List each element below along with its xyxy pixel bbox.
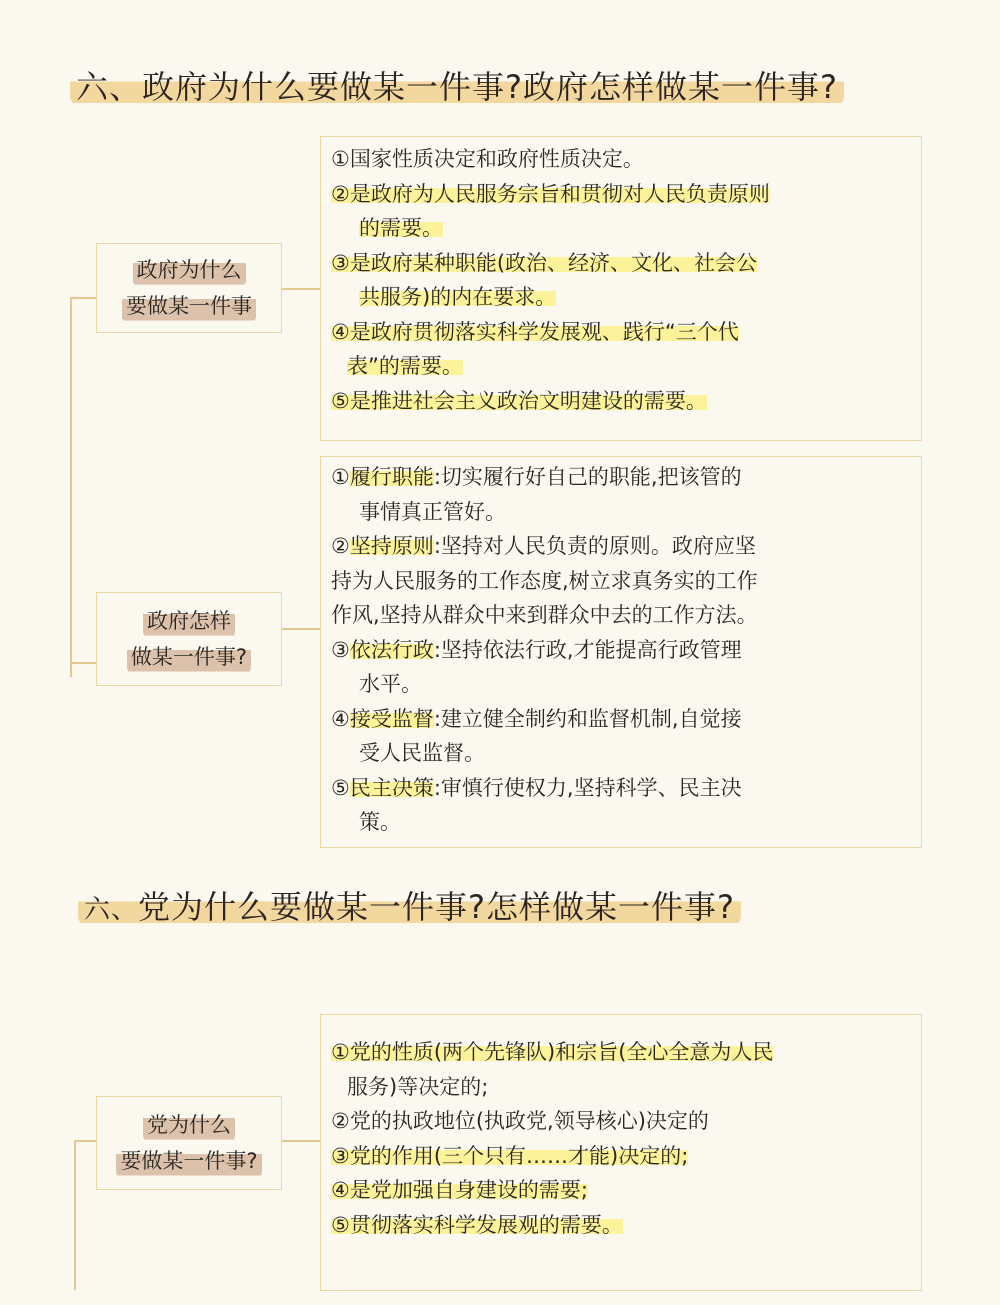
why-item-2: ②是政府为人民服务宗旨和贯彻对人民负责原则 xyxy=(331,181,770,206)
how-item-text: 持为人民服务的工作态度,树立求真务实的工作 xyxy=(331,568,758,593)
how-item-keyword: 接受监督 xyxy=(349,706,434,731)
why-item-2-cont: 的需要。 xyxy=(359,216,443,240)
how-item-line xyxy=(331,564,911,599)
how-item-text: :切实履行好自己的职能,把该管的 xyxy=(433,465,742,489)
how-item-line xyxy=(331,495,911,530)
section2-heading-highlight xyxy=(78,888,741,926)
section2-heading-prefix: 六、 xyxy=(84,895,139,925)
how-content-box xyxy=(320,456,922,848)
party-item-3: ③党的作用(三个只有……才能)决定的; xyxy=(331,1143,689,1168)
how-item-text: :审慎行使权力,坚持科学、民主决 xyxy=(433,775,742,800)
how-item-line xyxy=(331,702,911,737)
party-item-2: ②党的执政地位(执政党,领导核心)决定的 xyxy=(331,1109,709,1133)
how-item-text: :建立健全制约和监督机制,自觉接 xyxy=(433,706,742,731)
how-label-line1: 政府怎样 xyxy=(143,603,235,639)
how-item-line xyxy=(331,529,911,564)
how-item-line xyxy=(331,667,911,702)
how-item-text: 水平。 xyxy=(359,672,422,696)
how-item-number: ② xyxy=(331,534,350,558)
connector-party-to-content xyxy=(282,1140,320,1142)
section2-heading-text: 党为什么要做某一件事?怎样做某一件事? xyxy=(138,888,735,926)
how-item-number: ① xyxy=(331,465,350,489)
why-item-5: ⑤是推进社会主义政治文明建设的需要。 xyxy=(331,388,707,413)
how-item-line xyxy=(331,736,911,771)
why-content-box xyxy=(320,136,922,441)
why-item-3-cont: 共服务)的内在要求。 xyxy=(359,285,557,309)
how-label-box xyxy=(96,592,282,686)
connector-vertical-2 xyxy=(74,1140,76,1290)
how-item-text: 受人民监督。 xyxy=(359,741,485,765)
why-item-3: ③是政府某种职能(政治、经济、文化、社会公 xyxy=(331,250,758,275)
how-item-keyword: 依法行政 xyxy=(349,637,434,662)
connector-why-to-content xyxy=(282,288,320,290)
connector-how-to-content xyxy=(282,628,320,630)
how-item-text: 策。 xyxy=(359,810,401,834)
party-content-box xyxy=(320,1014,922,1291)
section2-heading xyxy=(78,882,741,928)
why-label-box xyxy=(96,243,282,333)
how-item-line xyxy=(331,771,911,806)
section1-heading-text: 六、政府为什么要做某一件事?政府怎样做某一件事? xyxy=(70,68,844,106)
section1-heading xyxy=(70,62,844,108)
party-item-1: ①党的性质(两个先锋队)和宗旨(全心全意为人民 xyxy=(331,1040,774,1064)
party-label-line2: 要做某一件事? xyxy=(116,1143,261,1179)
how-item-number: ④ xyxy=(331,706,350,731)
how-item-line xyxy=(331,633,911,668)
how-item-line xyxy=(331,598,911,633)
party-item-4: ④是党加强自身建设的需要; xyxy=(331,1178,588,1202)
how-item-text: 事情真正管好。 xyxy=(359,499,506,524)
how-item-text: :坚持依法行政,才能提高行政管理 xyxy=(433,637,742,662)
connector-vertical-1 xyxy=(70,297,72,677)
why-item-1: ①国家性质决定和政府性质决定。 xyxy=(331,147,644,171)
connector-branch-why xyxy=(70,297,96,299)
how-item-number: ⑤ xyxy=(331,775,350,800)
party-item-1-cont: 服务)等决定的; xyxy=(347,1074,489,1099)
how-item-keyword: 履行职能 xyxy=(349,465,434,489)
why-item-4: ④是政府贯彻落实科学发展观、践行“三个代 xyxy=(331,319,739,344)
how-item-keyword: 民主决策 xyxy=(349,775,434,800)
why-label-line1: 政府为什么 xyxy=(133,252,246,288)
how-item-text: :坚持对人民负责的原则。政府应坚 xyxy=(433,534,756,558)
how-label-line2: 做某一件事? xyxy=(127,639,251,675)
how-item-text: 作风,坚持从群众中来到群众中去的工作方法。 xyxy=(331,603,758,627)
party-label-line1: 党为什么 xyxy=(143,1107,235,1143)
party-item-5: ⑤贯彻落实科学发展观的需要。 xyxy=(331,1212,623,1237)
how-item-keyword: 坚持原则 xyxy=(349,534,434,558)
connector-branch-party xyxy=(74,1140,96,1142)
party-label-box xyxy=(96,1096,282,1190)
connector-branch-how xyxy=(70,662,96,664)
why-label-line2: 要做某一件事 xyxy=(122,288,256,324)
why-item-4-cont: 表”的需要。 xyxy=(347,354,463,378)
how-item-line xyxy=(331,460,911,495)
how-item-line xyxy=(331,805,911,840)
how-item-number: ③ xyxy=(331,637,350,662)
